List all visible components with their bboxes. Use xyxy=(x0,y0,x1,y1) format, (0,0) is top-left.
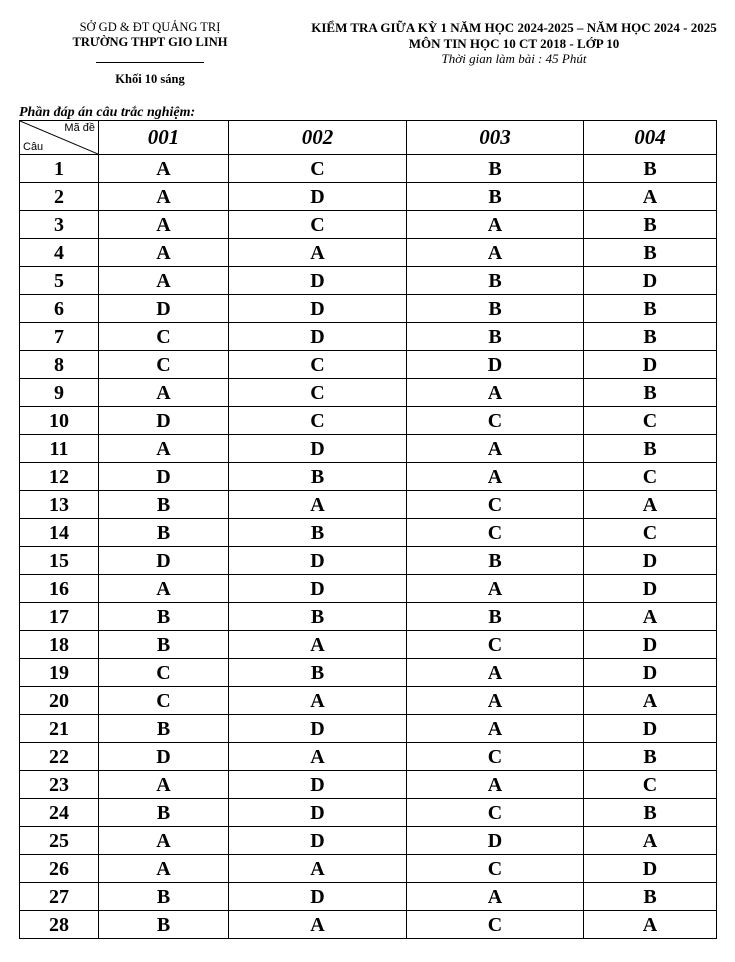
exam-header xyxy=(300,20,728,67)
answer-cell: A xyxy=(229,239,407,267)
answer-cell: C xyxy=(584,519,717,547)
answer-cell: D xyxy=(229,827,407,855)
answer-cell: D xyxy=(407,827,584,855)
answer-cell: B xyxy=(584,155,717,183)
answer-cell: C xyxy=(229,351,407,379)
question-number: 21 xyxy=(20,715,99,743)
answer-cell: A xyxy=(99,267,229,295)
table-row xyxy=(20,435,717,463)
answer-cell: A xyxy=(99,575,229,603)
answer-cell: D xyxy=(99,743,229,771)
answer-cell: D xyxy=(229,883,407,911)
question-number: 27 xyxy=(20,883,99,911)
question-number: 19 xyxy=(20,659,99,687)
grade-label: Khối 10 sáng xyxy=(115,72,185,86)
answer-cell: C xyxy=(99,351,229,379)
answer-cell: B xyxy=(407,323,584,351)
code-header: 004 xyxy=(584,121,717,155)
answer-cell: B xyxy=(99,631,229,659)
answer-cell: A xyxy=(229,631,407,659)
exam-subject: MÔN TIN HỌC 10 CT 2018 - LỚP 10 xyxy=(408,35,620,51)
answer-cell: B xyxy=(407,155,584,183)
answer-cell: A xyxy=(99,379,229,407)
department-name: SỞ GD & ĐT QUẢNG TRỊ xyxy=(79,20,221,34)
table-row xyxy=(20,519,717,547)
answer-cell: C xyxy=(407,519,584,547)
answer-cell: A xyxy=(584,603,717,631)
question-number: 13 xyxy=(20,491,99,519)
answer-table xyxy=(19,120,717,939)
table-row xyxy=(20,603,717,631)
answer-cell: A xyxy=(407,211,584,239)
code-header: 001 xyxy=(99,121,229,155)
answer-cell: B xyxy=(584,435,717,463)
table-row xyxy=(20,463,717,491)
answer-cell: D xyxy=(229,771,407,799)
table-row xyxy=(20,827,717,855)
answer-cell: C xyxy=(229,211,407,239)
answer-cell: D xyxy=(99,463,229,491)
answer-cell: A xyxy=(407,687,584,715)
question-number: 26 xyxy=(20,855,99,883)
answer-cell: D xyxy=(584,267,717,295)
answer-cell: B xyxy=(99,491,229,519)
exam-time: Thời gian làm bài : 45 Phút xyxy=(441,51,587,66)
answer-cell: D xyxy=(229,575,407,603)
answer-cell: A xyxy=(584,687,717,715)
answer-cell: A xyxy=(407,379,584,407)
answer-cell: D xyxy=(407,351,584,379)
answer-cell: B xyxy=(99,715,229,743)
answer-cell: A xyxy=(99,771,229,799)
answer-cell: A xyxy=(99,855,229,883)
answer-cell: D xyxy=(229,799,407,827)
answer-cell: D xyxy=(229,435,407,463)
answer-cell: C xyxy=(407,407,584,435)
table-row xyxy=(20,743,717,771)
answer-cell: B xyxy=(407,183,584,211)
answer-cell: D xyxy=(229,715,407,743)
answer-cell: B xyxy=(99,603,229,631)
answer-cell: C xyxy=(584,407,717,435)
answer-cell: B xyxy=(584,743,717,771)
answer-cell: A xyxy=(99,183,229,211)
table-row xyxy=(20,883,717,911)
table-row xyxy=(20,575,717,603)
answer-cell: A xyxy=(584,491,717,519)
question-number: 14 xyxy=(20,519,99,547)
header-divider xyxy=(96,62,204,63)
answer-cell: B xyxy=(99,883,229,911)
answer-cell: C xyxy=(229,407,407,435)
table-row xyxy=(20,547,717,575)
question-number: 28 xyxy=(20,911,99,939)
code-header: 003 xyxy=(407,121,584,155)
answer-cell: A xyxy=(407,463,584,491)
school-name: TRƯỜNG THPT GIO LINH xyxy=(72,35,228,49)
table-row xyxy=(20,155,717,183)
answer-cell: D xyxy=(584,715,717,743)
answer-cell: A xyxy=(229,855,407,883)
table-row xyxy=(20,407,717,435)
question-number: 12 xyxy=(20,463,99,491)
answer-cell: C xyxy=(229,379,407,407)
question-number: 4 xyxy=(20,239,99,267)
question-number: 2 xyxy=(20,183,99,211)
answer-cell: B xyxy=(229,659,407,687)
corner-cell xyxy=(20,121,99,155)
question-number: 9 xyxy=(20,379,99,407)
question-number: 8 xyxy=(20,351,99,379)
answer-cell: D xyxy=(99,295,229,323)
table-row xyxy=(20,267,717,295)
question-number: 3 xyxy=(20,211,99,239)
table-row xyxy=(20,715,717,743)
answer-cell: D xyxy=(584,855,717,883)
answer-cell: D xyxy=(99,547,229,575)
exam-title: KIỂM TRA GIỮA KỲ 1 NĂM HỌC 2024-2025 – NĂM HỌC 2024 - 2025 xyxy=(311,20,717,35)
answer-cell: A xyxy=(407,575,584,603)
corner-code-label: Mã đề xyxy=(64,122,95,134)
answer-table-body xyxy=(20,155,717,939)
table-row xyxy=(20,771,717,799)
question-number: 22 xyxy=(20,743,99,771)
answer-cell: B xyxy=(407,603,584,631)
table-row xyxy=(20,211,717,239)
answer-cell: A xyxy=(407,659,584,687)
answer-cell: D xyxy=(584,351,717,379)
answer-cell: A xyxy=(229,911,407,939)
answer-cell: D xyxy=(99,407,229,435)
answer-cell: A xyxy=(407,435,584,463)
table-row xyxy=(20,491,717,519)
question-number: 11 xyxy=(20,435,99,463)
question-number: 7 xyxy=(20,323,99,351)
question-number: 15 xyxy=(20,547,99,575)
answer-cell: A xyxy=(229,743,407,771)
table-row xyxy=(20,379,717,407)
answer-cell: B xyxy=(407,295,584,323)
answer-cell: C xyxy=(229,155,407,183)
question-number: 24 xyxy=(20,799,99,827)
table-row xyxy=(20,687,717,715)
question-number: 10 xyxy=(20,407,99,435)
answer-cell: C xyxy=(407,631,584,659)
answer-cell: A xyxy=(99,239,229,267)
answer-cell: C xyxy=(407,743,584,771)
answer-cell: D xyxy=(229,183,407,211)
answer-cell: B xyxy=(584,211,717,239)
answer-cell: B xyxy=(407,267,584,295)
answer-cell: A xyxy=(407,771,584,799)
question-number: 23 xyxy=(20,771,99,799)
answer-cell: B xyxy=(584,379,717,407)
answer-cell: A xyxy=(407,239,584,267)
answer-cell: B xyxy=(584,239,717,267)
question-number: 18 xyxy=(20,631,99,659)
table-row xyxy=(20,295,717,323)
answer-cell: B xyxy=(99,519,229,547)
answer-cell: C xyxy=(99,659,229,687)
answer-cell: C xyxy=(407,855,584,883)
answer-cell: B xyxy=(99,799,229,827)
answer-cell: B xyxy=(584,295,717,323)
answer-cell: C xyxy=(407,911,584,939)
answer-cell: D xyxy=(229,547,407,575)
table-row xyxy=(20,183,717,211)
question-number: 1 xyxy=(20,155,99,183)
answer-cell: C xyxy=(99,323,229,351)
answer-cell: C xyxy=(584,463,717,491)
table-row xyxy=(20,911,717,939)
table-header-row xyxy=(20,121,717,155)
answer-cell: C xyxy=(584,771,717,799)
table-row xyxy=(20,855,717,883)
answer-cell: D xyxy=(229,323,407,351)
answer-cell: D xyxy=(584,575,717,603)
answer-cell: A xyxy=(99,211,229,239)
table-row xyxy=(20,351,717,379)
answer-cell: B xyxy=(584,323,717,351)
answer-cell: B xyxy=(584,883,717,911)
answer-cell: A xyxy=(99,435,229,463)
answer-cell: D xyxy=(584,659,717,687)
table-row xyxy=(20,631,717,659)
question-number: 17 xyxy=(20,603,99,631)
answer-cell: A xyxy=(584,827,717,855)
question-number: 25 xyxy=(20,827,99,855)
question-number: 16 xyxy=(20,575,99,603)
table-row xyxy=(20,799,717,827)
answer-cell: C xyxy=(99,687,229,715)
answer-cell: B xyxy=(229,603,407,631)
answer-cell: A xyxy=(229,687,407,715)
answer-cell: A xyxy=(584,911,717,939)
question-number: 6 xyxy=(20,295,99,323)
answer-cell: A xyxy=(407,883,584,911)
answer-cell: B xyxy=(407,547,584,575)
corner-question-label: Câu xyxy=(23,141,44,153)
answer-cell: D xyxy=(229,267,407,295)
answer-cell: C xyxy=(407,799,584,827)
answer-cell: A xyxy=(584,183,717,211)
section-label: Phần đáp án câu trắc nghiệm: xyxy=(19,105,196,120)
answer-cell: A xyxy=(229,491,407,519)
answer-cell: D xyxy=(584,547,717,575)
answer-cell: D xyxy=(584,631,717,659)
answer-cell: A xyxy=(99,827,229,855)
code-header: 002 xyxy=(229,121,407,155)
table-row xyxy=(20,659,717,687)
answer-cell: B xyxy=(229,519,407,547)
table-row xyxy=(20,323,717,351)
answer-cell: A xyxy=(407,715,584,743)
school-header xyxy=(30,20,270,87)
answer-cell: B xyxy=(229,463,407,491)
question-number: 5 xyxy=(20,267,99,295)
answer-cell: D xyxy=(229,295,407,323)
question-number: 20 xyxy=(20,687,99,715)
table-row xyxy=(20,239,717,267)
answer-cell: C xyxy=(407,491,584,519)
answer-cell: B xyxy=(584,799,717,827)
answer-cell: A xyxy=(99,155,229,183)
answer-cell: B xyxy=(99,911,229,939)
